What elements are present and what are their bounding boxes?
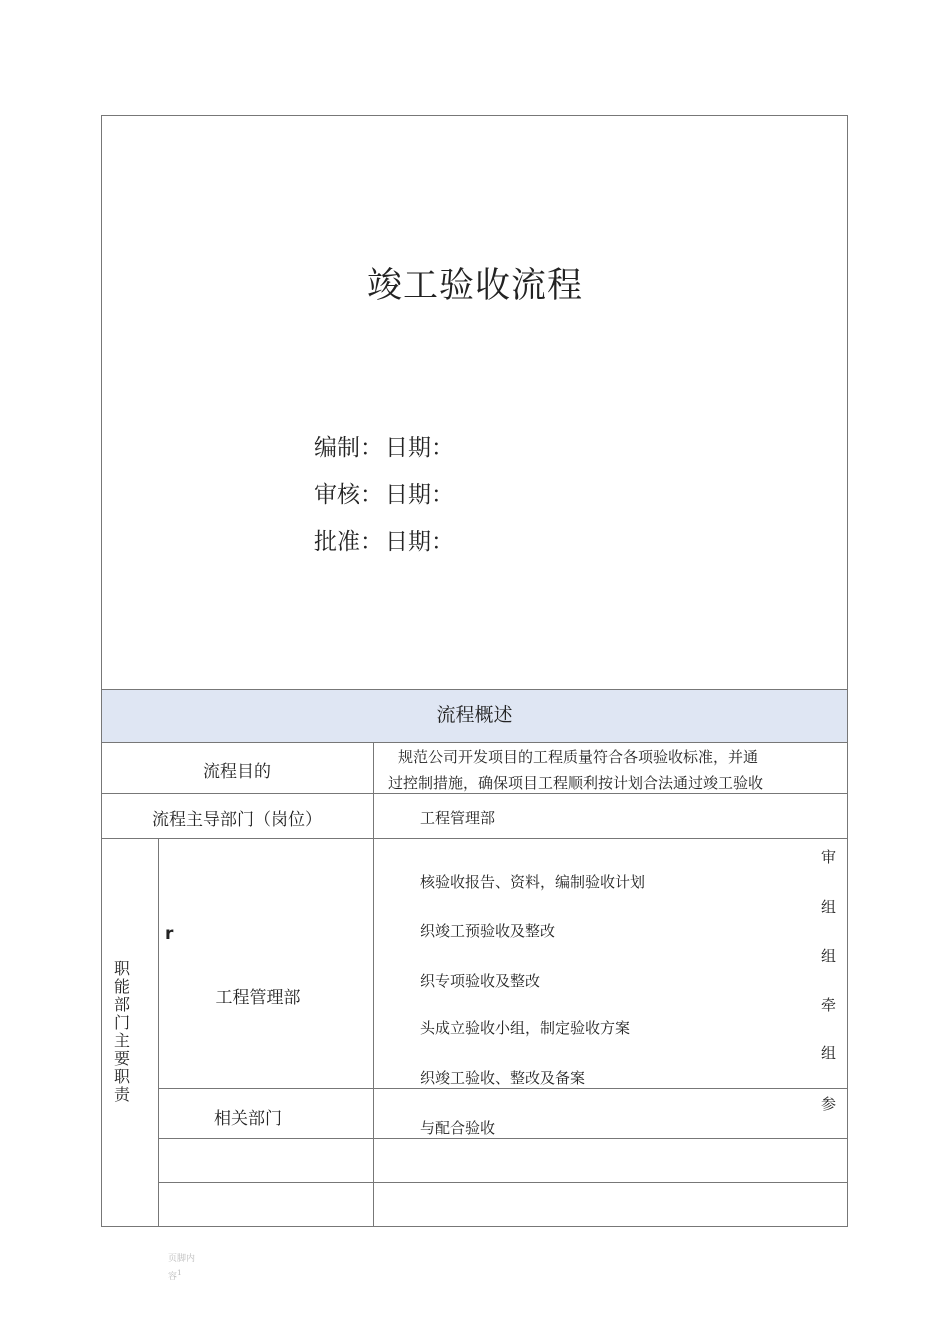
stray-marker: r bbox=[165, 924, 174, 944]
purpose-label: 流程目的 bbox=[203, 762, 271, 782]
purpose-text-line: 规范公司开发项目的工程质量符合各项验收标准，并通 bbox=[398, 748, 759, 766]
purpose-text-line: 过控制措施，确保项目工程顺利按计划合法通过竣工验收 bbox=[388, 774, 764, 792]
duty-line: 织竣工预验收及整改 bbox=[420, 922, 556, 940]
responsibilities-label: 职能部门主要职责 bbox=[113, 959, 130, 1104]
table-row-divider bbox=[101, 793, 848, 794]
related-dept-label: 相关部门 bbox=[214, 1109, 282, 1129]
document-title: 竣工验收流程 bbox=[366, 266, 583, 306]
page-footer bbox=[168, 1253, 200, 1284]
signoff-role: 审核： bbox=[314, 482, 383, 508]
table-row-divider bbox=[101, 742, 848, 743]
signoff-role: 批准： bbox=[314, 529, 383, 555]
table-column-divider bbox=[373, 742, 374, 1227]
duty-line: 核验收报告、资料，编制验收计划 bbox=[420, 873, 646, 891]
duty-prefix: 组 bbox=[821, 947, 837, 965]
table-row-divider bbox=[158, 1138, 848, 1139]
footer-text: 页脚内容 bbox=[168, 1254, 196, 1282]
signoff-row-approve bbox=[314, 519, 454, 566]
table-top-border bbox=[101, 689, 848, 690]
duty-line: 织竣工验收、整改及备案 bbox=[420, 1069, 586, 1087]
table-row-divider bbox=[158, 1182, 848, 1183]
signoff-row-compile bbox=[314, 425, 454, 472]
duty-prefix: 组 bbox=[821, 898, 837, 916]
duty-line: 头成立验收小组，制定验收方案 bbox=[420, 1019, 631, 1037]
duty-prefix: 审 bbox=[821, 848, 837, 866]
signoff-block bbox=[314, 425, 454, 566]
duty-prefix: 组 bbox=[821, 1044, 837, 1062]
signoff-date: 日期： bbox=[385, 529, 454, 555]
overview-heading: 流程概述 bbox=[436, 704, 513, 726]
dept-main-label: 工程管理部 bbox=[215, 988, 301, 1008]
related-prefix: 参 bbox=[821, 1095, 837, 1113]
signoff-row-review bbox=[314, 472, 454, 519]
page-number: 1 bbox=[177, 1268, 182, 1277]
signoff-date: 日期： bbox=[385, 482, 454, 508]
duty-line: 织专项验收及整改 bbox=[420, 972, 541, 990]
duty-prefix: 牵 bbox=[821, 996, 837, 1014]
table-row-divider bbox=[158, 1088, 848, 1089]
signoff-date: 日期： bbox=[385, 435, 454, 461]
signoff-role: 编制： bbox=[314, 435, 383, 461]
lead-dept-label: 流程主导部门（岗位） bbox=[152, 810, 322, 830]
lead-dept-value: 工程管理部 bbox=[420, 809, 496, 827]
table-row-divider bbox=[101, 838, 848, 839]
table-column-divider bbox=[158, 838, 159, 1227]
related-line: 与配合验收 bbox=[420, 1119, 496, 1137]
